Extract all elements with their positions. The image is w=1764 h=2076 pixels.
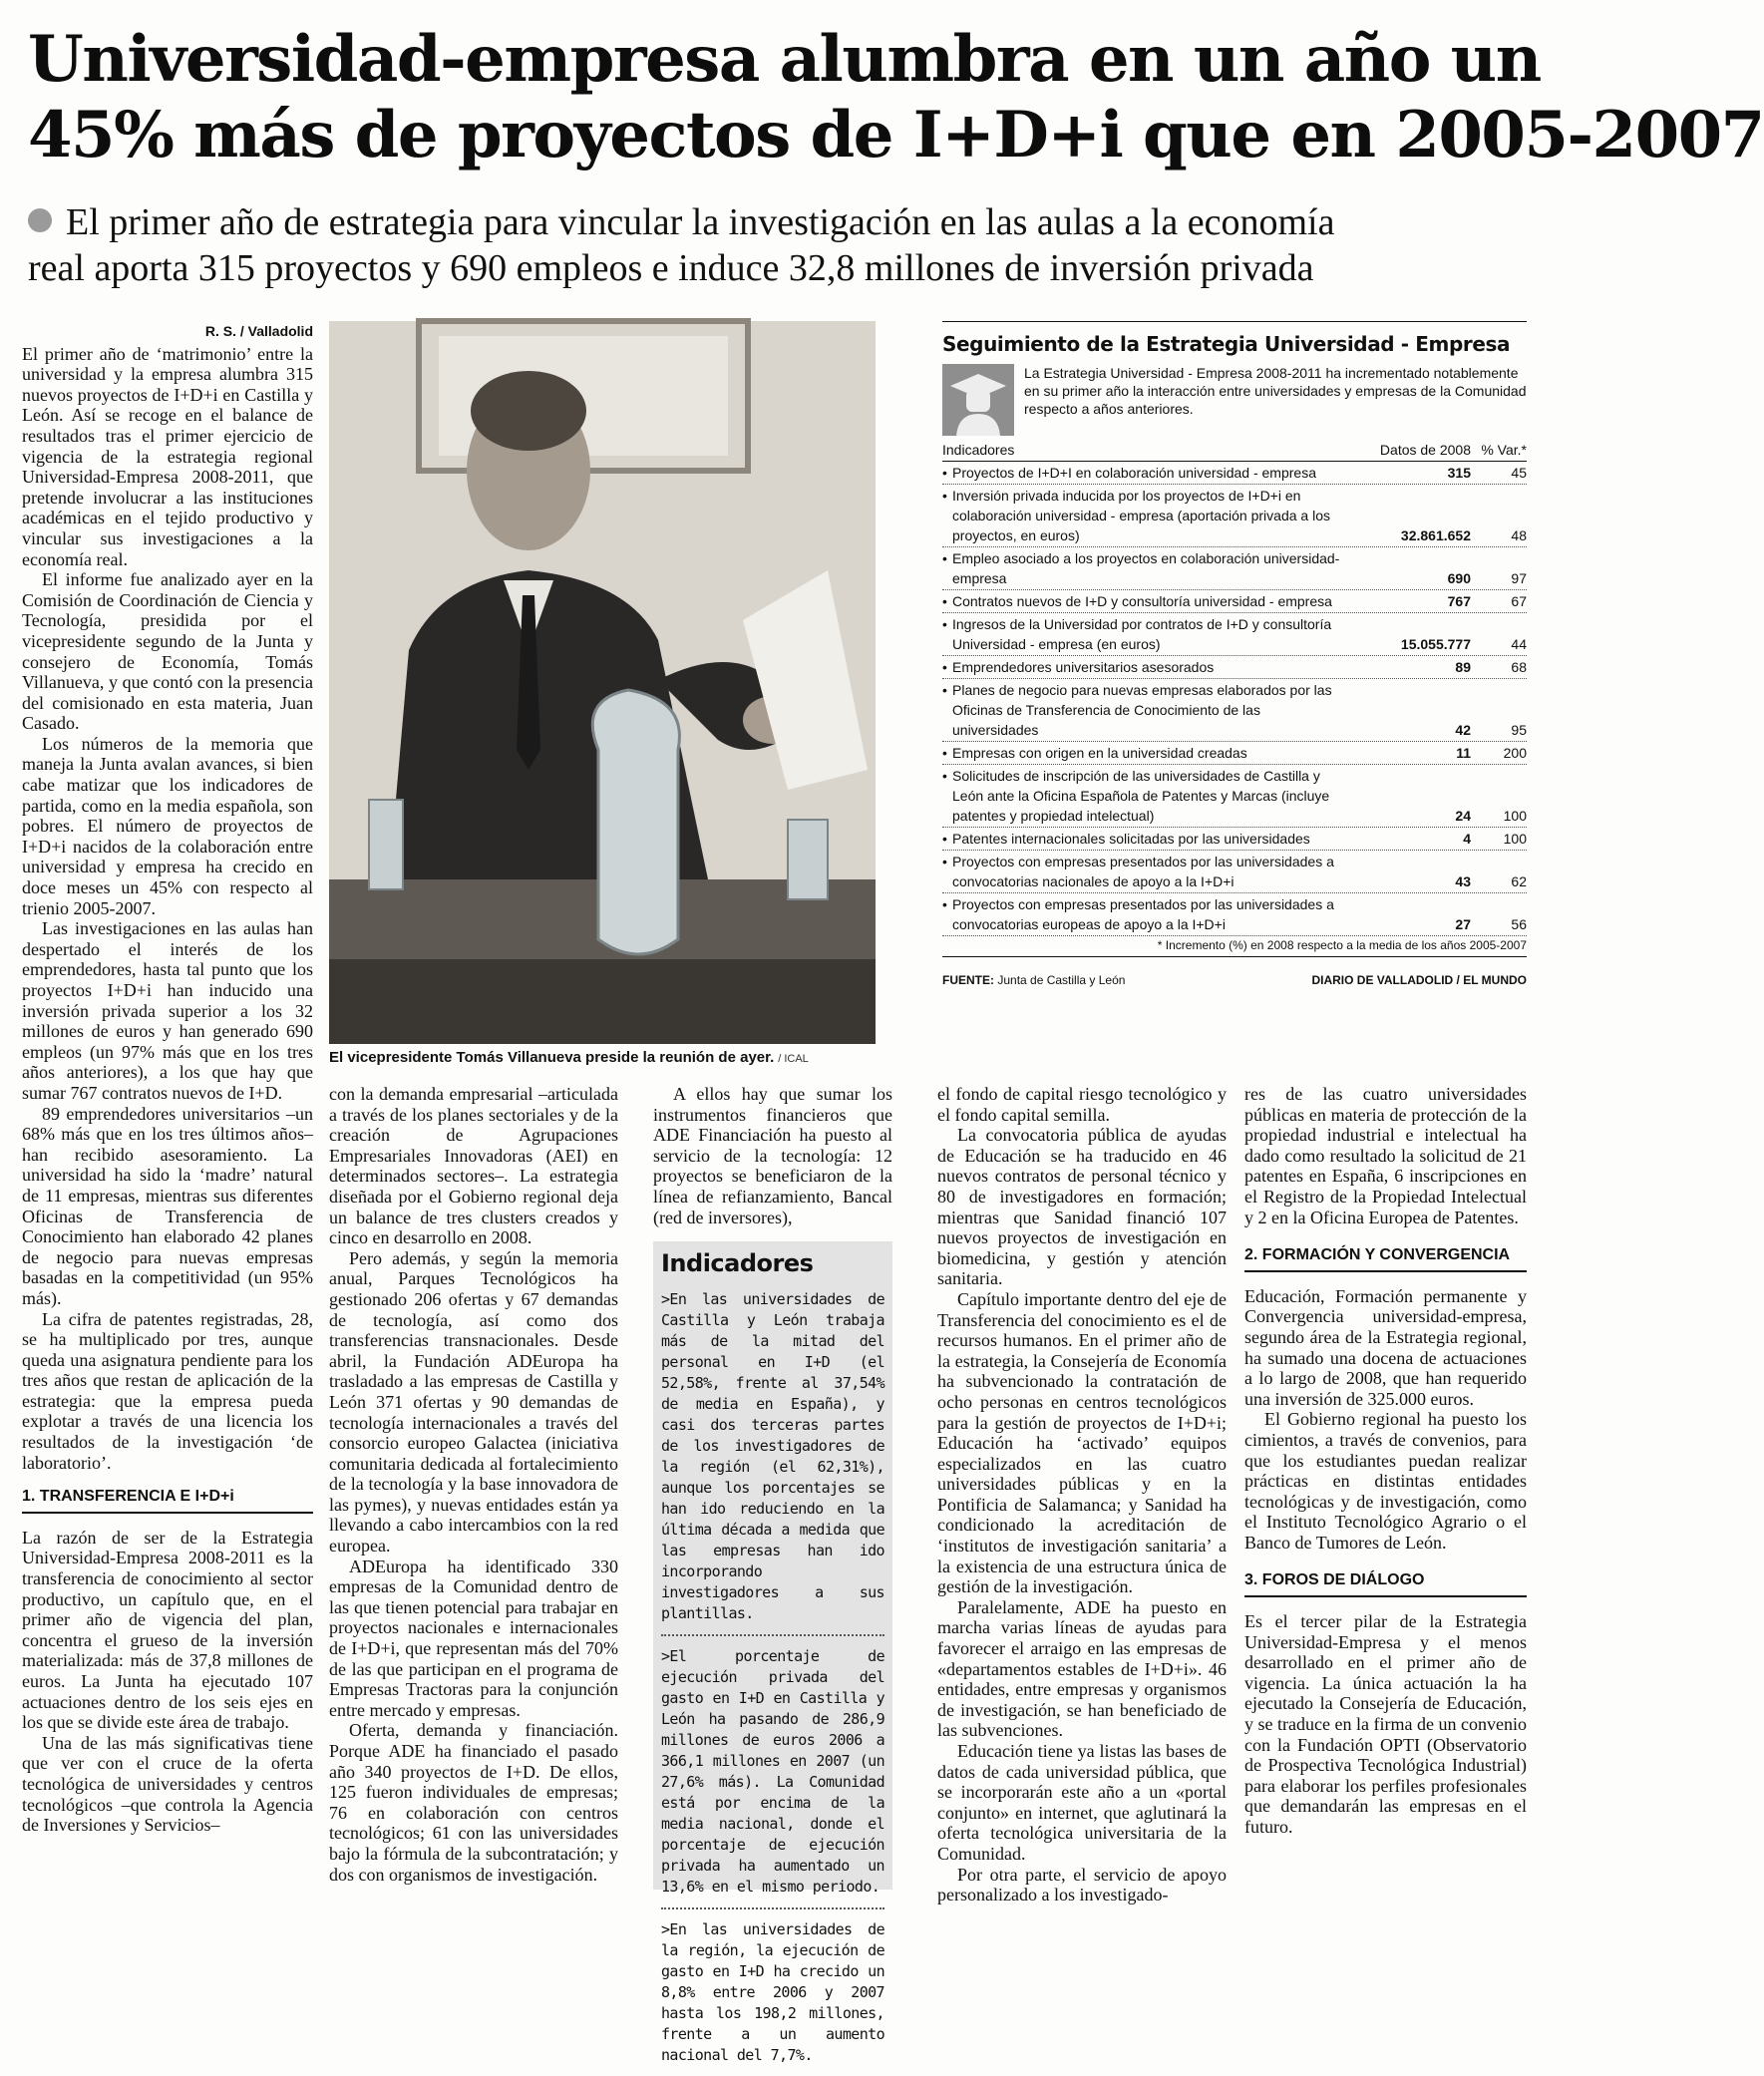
subhead-line-2: real aporta 315 proyectos y 690 empleos e induce 32,8 millones de inversión privada	[28, 247, 1314, 289]
table-row	[942, 828, 1527, 851]
section-heading: 3. FOROS DE DIÁLOGO	[1244, 1570, 1527, 1597]
paragraph: Por otra parte, el servicio de apoyo personalizado a los investigado-	[937, 1864, 1227, 1905]
paragraph: El Gobierno regional ha puesto los cimientos, a través de convenios, para que los estudiantes puedan realizar prácticas en distintas entidades tecnológicas y de investigación, como el Instituto Tecnológico Agrario o el Banco de Tumores de León.	[1244, 1409, 1527, 1553]
paragraph: 89 emprendedores universitarios –un 68% más que en los tres últimos años– han recibido asesoramiento. La universidad ha sido la ‘madre’ natural de 11 empresas, mientras sus diferentes Oficinas de Transferencia de Conocimiento han elaborado 42 planes de negocio para nuevas empresas basadas en la competitividad (un 95% más).	[22, 1103, 313, 1308]
row-label: • Planes de negocio para nuevas empresas elaborados por las Oficinas de Transferencia de Conocimiento de las universidades	[942, 680, 1341, 740]
headline	[28, 22, 1764, 173]
headline-line-1: Universidad-empresa alumbra en un año un	[28, 22, 1541, 97]
row-label: • Patentes internacionales solicitadas por las universidades	[942, 829, 1341, 849]
row-value: 315	[1447, 465, 1471, 481]
table-row	[942, 893, 1527, 936]
photo-credit: / ICAL	[778, 1053, 809, 1065]
article-column-4	[937, 1084, 1227, 2041]
paragraph: El informe fue analizado ayer en la Comisión de Coordinación de Ciencia y Tecnología, presidida por el vicepresidente segundo de la Junta y consejero de Economía, Tomás Villanueva, y que contó con la presencia del comisionado en esta materia, Juan Casado.	[22, 569, 313, 734]
row-var: 56	[1511, 916, 1527, 932]
article-column-2	[329, 1084, 618, 2041]
graduate-icon	[942, 364, 1014, 436]
row-label: • Proyectos con empresas presentados por las universidades a convocatorias nacionales de apoyo a la I+D+i	[942, 852, 1341, 891]
paragraph: ADEuropa ha identificado 330 empresas de la Comunidad dentro de las que tienen potencial para trabajar en proyectos nacionales e internacionales de I+D+i, que representan más del 70% de las que participan en el programa de Empresas Tractoras para la conjunción entre mercado y empresas.	[329, 1556, 618, 1720]
bullet-dot-icon	[28, 208, 52, 232]
paragraph: Paralelamente, ADE ha puesto en marcha varias líneas de ayudas para favorecer el arraigo en las empresas de «departamentos estables de I+D+i». 46 entidades, entre empresas y organismos de investigación, se han beneficiado de las subvenciones.	[937, 1596, 1227, 1741]
table-row	[942, 679, 1527, 742]
row-label: • Empleo asociado a los proyectos en colaboración universidad-empresa	[942, 548, 1341, 588]
indicator-item: >En las universidades de la región, la ejecución de gasto en I+D ha crecido un 8,8% entre 2006 y 2007 hasta los 198,2 millones, frente a un aumento nacional del 7,7%.	[661, 1920, 884, 2064]
row-label: • Ingresos de la Universidad por contratos de I+D y consultoría Universidad - empresa (en euros)	[942, 614, 1341, 654]
table-row	[942, 742, 1527, 765]
paragraph: A ellos hay que sumar los instrumentos financieros que ADE Financiación ha puesto al servicio de la tecnología: 12 proyectos se beneficiaron de la línea de refianzamiento, Bancal (red de inversores),	[653, 1084, 892, 1227]
paragraph: Capítulo importante dentro del eje de Transferencia del conocimiento es el de recursos humanos. En el primer año de la estrategia, la Consejería de Economía ha subvencionado la contratación de ocho personas en centros tecnológicos para la gestión de proyectos de I+D+i; Educación ha ‘activado’ equipos especializados en las cuatro universidades públicas y en la Pontificia de Salamanca; y Sanidad ha condicionado la acreditación de ‘institutos de investigación sanitaria’ a la existencia de una estructura única de gestión de la investigación.	[937, 1288, 1227, 1597]
paragraph: La cifra de patentes registradas, 28, se ha multiplicado por tres, aunque queda una asignatura pendiente para los tres años que restan de aplicación de la estrategia: que la empresa pueda explotar a través de una licencia los resultados de la investigación ‘de laboratorio’.	[22, 1308, 313, 1473]
paragraph: La convocatoria pública de ayudas de Educación se ha traducido en 46 nuevos contratos de personal técnico y 80 de investigadores en formación; mientras que Sanidad financió 107 nuevos proyectos de investigación en biomedicina, y gestión y atención sanitaria.	[937, 1125, 1227, 1289]
table-footer	[942, 973, 1527, 987]
table-intro-text: La Estrategia Universidad - Empresa 2008-2011 ha incrementado notablemente en su primer año la interacción entre universidades y empresas de la Comunidad respecto a años anteriores.	[1024, 365, 1527, 417]
paragraph: Pero además, y según la memoria anual, Parques Tecnológicos ha gestionado 206 ofertas y 67 demandas de tecnología, así como dos transferencias transnacionales. Desde abril, la Fundación ADEuropa ha trasladado a las empresas de Castilla y León 371 ofertas y 90 demandas de tecnología internacionales a través del consorcio europeo Galactea (iniciativa comunitaria dedicada al fortalecimiento de la tecnología y la base innovadora de las pymes), y nuevas entidades están ya llevando a cabo intercambios con la red europea.	[329, 1247, 618, 1557]
row-value: 4	[1463, 831, 1471, 847]
paragraph: Oferta, demanda y financiación. Porque ADE ha financiado el pasado año 340 proyectos de I+D. De ellos, 125 fueron individuales de empresas; 76 en colaboración con centros tecnológicos; 61 con las universidades bajo la fórmula de la subcontratación; y dos con organismos de investigación.	[329, 1720, 618, 1885]
paragraph: Una de las más significativas tiene que ver con el cruce de la oferta tecnológica de universidades y centros tecnológicos –que controla la Agencia de Inversiones y Servicios–	[22, 1732, 313, 1836]
caption-text: El vicepresidente Tomás Villanueva preside la reunión de ayer.	[329, 1049, 775, 1066]
paragraph: con la demanda empresarial –articulada a través de los planes sectoriales y de la creación de Agrupaciones Empresariales Innovadoras (AEI) en determinados sectores–. La estrategia diseñada por el Gobierno regional deja un balance de tres clusters creados y cinco en desarrollo en 2008.	[329, 1084, 618, 1248]
table-rows	[942, 462, 1527, 936]
row-value: 27	[1455, 916, 1471, 932]
row-label: • Inversión privada inducida por los proyectos de I+D+i en colaboración universidad - empresa (aportación privada a los proyectos, en euros)	[942, 486, 1341, 545]
row-var: 44	[1511, 636, 1527, 652]
row-label: • Solicitudes de inscripción de las universidades de Castilla y León ante la Oficina Española de Patentes y Marcas (incluye patentes y propiedad intelectual)	[942, 766, 1341, 826]
indicadores-title: Indicadores	[661, 1249, 814, 1277]
row-value: 15.055.777	[1400, 636, 1471, 652]
paragraph: Es el tercer pilar de la Estrategia Universidad-Empresa y el menos desarrollado en el primer año de vigencia. La única actuación la ha ejecutado la Consejería de Educación, y se traduce en la firma de un convenio con la Fundación OPTI (Observatorio de Prospectiva Tecnológica Industrial) para elaborar los perfiles profesionales que demandarán las empresas en el futuro.	[1244, 1611, 1527, 1837]
header-indicadores: Indicadores	[942, 442, 1015, 458]
row-value: 767	[1447, 593, 1471, 609]
section-heading: 1. TRANSFERENCIA E I+D+i	[22, 1487, 313, 1514]
row-var: 97	[1511, 570, 1527, 586]
row-var: 200	[1503, 745, 1527, 761]
row-var: 67	[1511, 593, 1527, 609]
table-row	[942, 851, 1527, 893]
news-photo	[329, 321, 876, 1044]
header-var: % Var.*	[1481, 442, 1527, 458]
subhead-line-1: El primer año de estrategia para vincular la investigación en las aulas a la economía	[66, 201, 1335, 243]
row-var: 62	[1511, 873, 1527, 889]
table-title: Seguimiento de la Estrategia Universidad - Empresa	[942, 332, 1511, 356]
row-var: 48	[1511, 527, 1527, 543]
section-heading: 2. FORMACIÓN Y CONVERGENCIA	[1244, 1245, 1527, 1272]
row-var: 45	[1511, 465, 1527, 481]
row-var: 68	[1511, 659, 1527, 675]
source-text: Junta de Castilla y León	[997, 973, 1126, 987]
table-intro	[942, 364, 1527, 436]
headline-line-2: 45% más de proyectos de I+D+i que en 2005-2007	[28, 98, 1764, 173]
table-footnote: * Incremento (%) en 2008 respecto a la media de los años 2005-2007	[942, 936, 1527, 957]
paragraph: Los números de la memoria que maneja la Junta avalan avances, si bien cabe matizar que los indicadores de partida, como en la media española, son pobres. El número de proyectos de I+D+i nacidos de la colaboración entre universidad y empresa ha crecido en doce meses un 45% con respecto al trienio 2005-2007.	[22, 733, 313, 918]
source-label: FUENTE:	[942, 973, 994, 987]
header-datos: Datos de 2008	[1379, 442, 1471, 458]
paragraph: La razón de ser de la Estrategia Universidad-Empresa 2008-2011 es la transferencia de conocimiento al sector productivo, un capítulo que, en el primer año de vigencia del plan, concentra el grueso de la inversión materializada: más de 37,8 millones de euros. La Junta ha ejecutado 107 actuaciones dentro de los seis ejes en los que se divide este área de trabajo.	[22, 1527, 313, 1733]
article-column-5	[1244, 1084, 1527, 2041]
paragraph: el fondo de capital riesgo tecnológico y el fondo capital semilla.	[937, 1084, 1227, 1125]
table-rule	[942, 321, 1527, 322]
byline: R. S. / Valladolid	[204, 323, 313, 339]
paragraph: Educación, Formación permanente y Convergencia universidad-empresa, segundo área de la Estrategia regional, ha sumado una docena de actuaciones a lo largo de 2008, que han requerido una inversión de 325.000 euros.	[1244, 1285, 1527, 1409]
row-label: • Proyectos con empresas presentados por las universidades a convocatorias europeas de apoyo a la I+D+i	[942, 894, 1341, 934]
row-value: 89	[1455, 659, 1471, 675]
table-source	[942, 973, 1125, 987]
table-credit: DIARIO DE VALLADOLID / EL MUNDO	[1311, 973, 1527, 987]
indicadores-box	[653, 1241, 892, 2064]
row-value: 42	[1455, 722, 1471, 738]
photo-caption	[329, 1049, 876, 1066]
paragraph: El primer año de ‘matrimonio’ entre la universidad y la empresa alumbra 315 nuevos proyectos de I+D+i en Castilla y León. Así se recoge en el balance de resultados tras el primer ejercicio de vigencia de la estrategia regional Universidad-Empresa 2008-2011, que pretende involucrar a las instituciones académicas en el tejido productivo y vincular sus investigaciones a la economía real.	[22, 343, 313, 569]
table-row	[942, 547, 1527, 590]
row-label: • Emprendedores universitarios asesorados	[942, 657, 1341, 677]
table-row	[942, 765, 1527, 828]
table-row	[942, 590, 1527, 613]
row-label: • Empresas con origen en la universidad creadas	[942, 743, 1341, 763]
row-var: 95	[1511, 722, 1527, 738]
row-var: 100	[1503, 831, 1527, 847]
row-value: 690	[1447, 570, 1471, 586]
row-label: • Contratos nuevos de I+D y consultoría universidad - empresa	[942, 591, 1341, 611]
table-row	[942, 462, 1527, 485]
table-row	[942, 656, 1527, 679]
row-label: • Proyectos de I+D+I en colaboración universidad - empresa	[942, 463, 1341, 483]
row-value: 32.861.652	[1400, 527, 1471, 543]
indicator-item: >En las universidades de Castilla y León trabaja más de la mitad del personal en I+D (el 52,58%, frente al 37,54% de media en España), y casi dos terceras partes de los investigadores de la región (el 62,31%), aunque los porcentajes se han ido reduciendo en la última década a medida que las empresas han ido incorporando investigadores a sus plantillas.	[661, 1289, 884, 1636]
tracking-table-box	[942, 321, 1527, 987]
indicator-item: >El porcentaje de ejecución privada del gasto en I+D en Castilla y León ha pasando de 286,9 millones de euros 2006 a 366,1 millones en 2007 (un 27,6% más). La Comunidad está por encima de la media nacional, donde el porcentaje de ejecución privada ha aumentado un 13,6% en el mismo periodo.	[661, 1646, 884, 1909]
paragraph: Educación tiene ya listas las bases de datos de cada universidad pública, que se incorporarán este año a un «portal conjunto» en internet, que aglutinará la oferta tecnológica universitaria de la Comunidad.	[937, 1741, 1227, 1864]
paragraph: res de las cuatro universidades públicas en materia de protección de la propiedad industrial e intelectual ha dado como resultado la solicitud de 21 patentes en España, 6 inscripciones en el Registro de la Propiedad Intelectual y 2 en la Oficina Europea de Patentes.	[1244, 1084, 1527, 1227]
paragraph: Las investigaciones en las aulas han despertado el interés de los emprendedores, hasta tal punto que los proyectos I+D+i han inducido una inversión privada superior a los 32 millones de euros y han generado 690 empleos (un 97% más que en los tres años anteriores), a los que hay que sumar 767 contratos nuevos de I+D.	[22, 918, 313, 1103]
table-row	[942, 613, 1527, 656]
article-column-1	[22, 321, 313, 2041]
row-value: 43	[1455, 873, 1471, 889]
subheadline	[28, 199, 1534, 291]
row-var: 100	[1503, 808, 1527, 824]
row-value: 24	[1455, 808, 1471, 824]
table-row	[942, 485, 1527, 547]
row-value: 11	[1456, 745, 1471, 761]
article-column-3	[653, 1084, 892, 1233]
table-header	[942, 442, 1527, 462]
